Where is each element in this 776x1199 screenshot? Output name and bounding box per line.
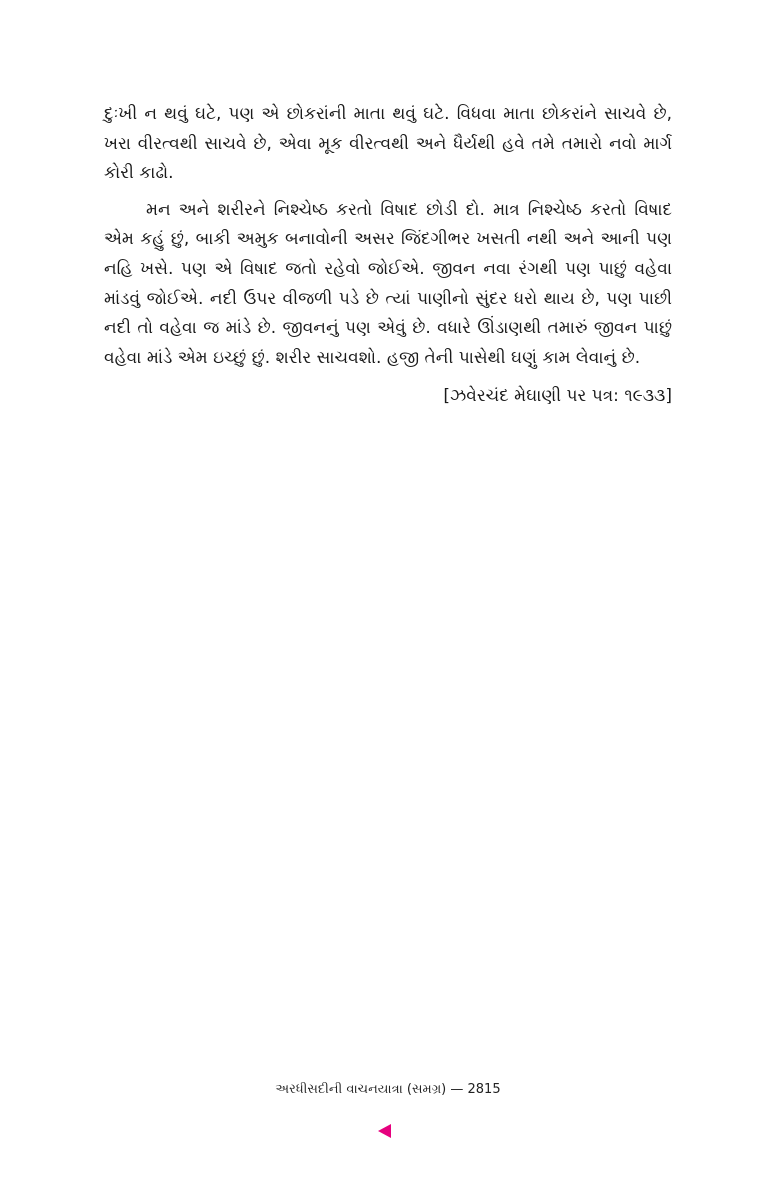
page-body: [104, 100, 672, 410]
paragraph-2: મન અને શરીરને નિશ્ચેષ્ઠ કરતો વિષાદ છોડી દો. માત્ર નિશ્ચેષ્ઠ કરતો વિષાદ એમ કહું છું, બાકી અમુક બનાવોની અસર જિંદગીભર ખસતી નથી અને આની પણ નહિ ખસે. પણ એ વિષાદ જતો રહેવો જોઈએ. જીવન નવા રંગથી પણ પાછું વહેવા માંડવું જોઈએ. નદી ઉપર વીજળી પડે છે ત્યાં પાણીનો સુંદર ધરો થાય છે, પણ પાછી નદી તો વહેવા જ માંડે છે. જીવનનું પણ એવું છે. વધારે ઊંડાણથી તમારું જીવન પાછું વહેવા માંડે એમ ઇચ્છું છું. શરીર સાચવશો. હજી તેની પાસેથી ઘણું કામ લેવાનું છે.: [104, 199, 672, 368]
page-footer: અરધીસદીની વાચનયાત્રા (સમગ્ર) — 2815: [275, 1082, 501, 1097]
previous-page-arrow-icon[interactable]: [378, 1124, 391, 1138]
paragraph-1: દુઃખી ન થવું ઘટે, પણ એ છોકરાંની માતા થવું ઘટે. વિધવા માતા છોકરાંને સાચવે છે, ખરા વીરત્વથી સાચવે છે, એવા મૂક વીરત્વથી અને ધૈર્યથી હવે તમે તમારો નવો માર્ગ કોરી કાઢો.: [104, 104, 672, 184]
attribution: [ઝવેરચંદ મેઘાણી પર પત્ર: ૧૯૩૩]: [443, 386, 672, 407]
